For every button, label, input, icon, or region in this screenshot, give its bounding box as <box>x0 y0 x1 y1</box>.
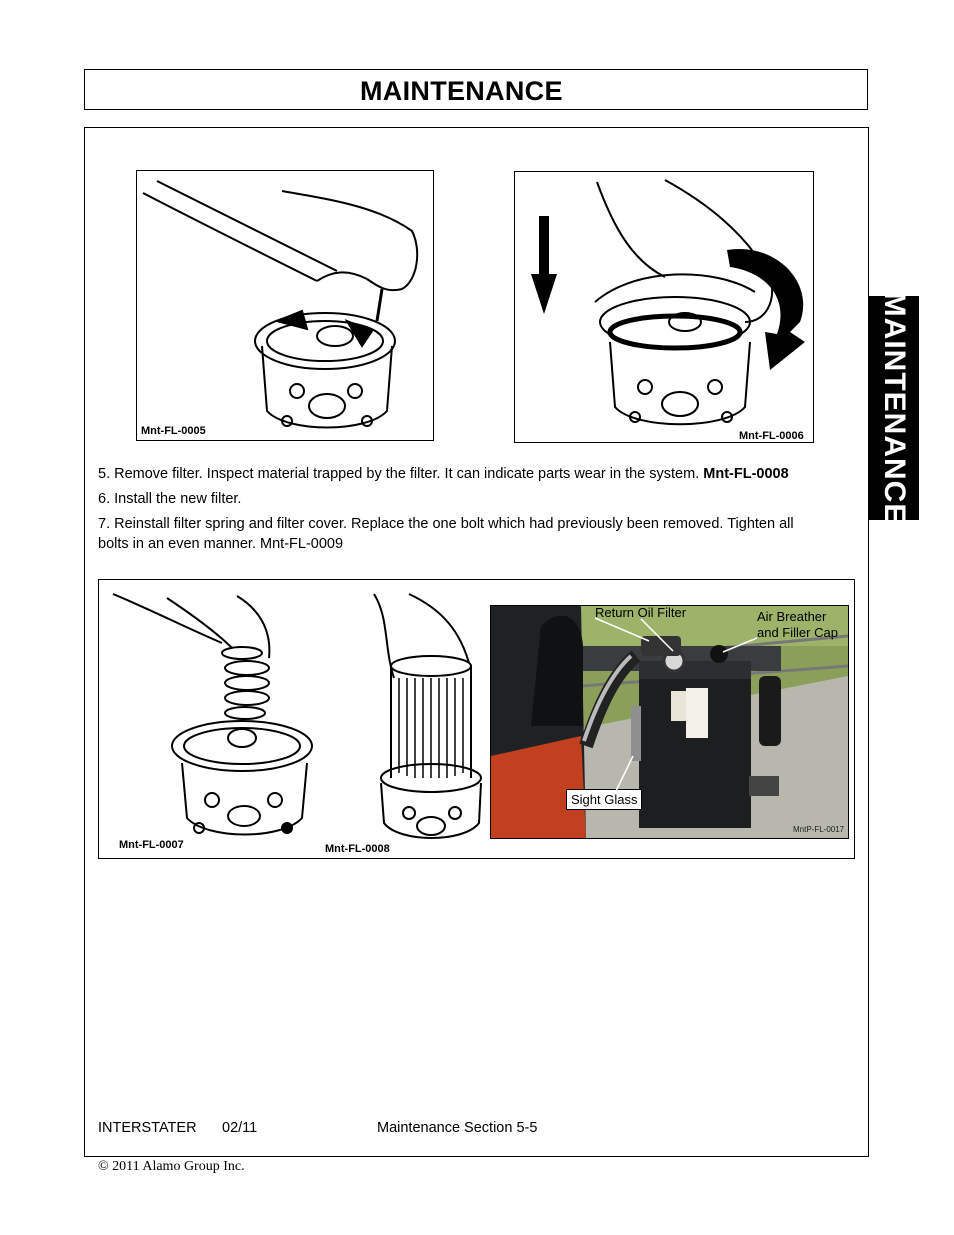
return-oil-filter-label: Return Oil Filter <box>595 605 687 620</box>
callout-lines <box>491 606 848 838</box>
step-7-line1: 7. Reinstall filter spring and filter cover. Replace the one bolt which had previously been removed. Tighten all <box>98 516 794 532</box>
filter-element-drawing <box>369 588 489 846</box>
step-6: 6. Install the new filter. <box>98 491 242 507</box>
figure-caption: Mnt-FL-0005 <box>141 425 206 437</box>
sight-glass-label: Sight Glass <box>566 789 642 810</box>
step-5-text: 5. Remove filter. Inspect material trapped by the filter. It can indicate parts wear in the system. <box>98 466 704 482</box>
page-title: MAINTENANCE <box>360 76 563 106</box>
air-breather-label-line2: and Filler Cap <box>757 625 838 640</box>
photo-caption: MntP-FL-0017 <box>793 825 845 834</box>
figure-remove-bolts <box>136 170 434 441</box>
filter-spring-drawing <box>107 588 327 846</box>
footer-model: INTERSTATER <box>98 1120 197 1136</box>
hydraulic-tank-photo <box>490 605 849 839</box>
filter-cover-drawing <box>515 172 813 442</box>
figure-group-bottom <box>98 579 855 859</box>
figure-caption: Mnt-FL-0006 <box>739 430 804 442</box>
side-tab <box>869 291 919 525</box>
step-5-ref: Mnt-FL-0008 <box>703 466 789 482</box>
step-5 <box>98 464 789 485</box>
figure-caption: Mnt-FL-0008 <box>325 843 390 855</box>
side-tab-label: MAINTENANCE <box>878 291 911 525</box>
copyright: © 2011 Alamo Group Inc. <box>98 1159 245 1174</box>
figure-caption: Mnt-FL-0007 <box>119 839 184 851</box>
filter-housing-drawing <box>137 171 433 440</box>
step-7-line2: bolts in an even manner. Mnt-FL-0009 <box>98 536 344 552</box>
figure-turn-cover <box>514 171 814 443</box>
footer-section: Maintenance Section 5-5 <box>377 1120 538 1136</box>
down-arrow-icon <box>531 274 557 314</box>
footer-date: 02/11 <box>222 1120 258 1136</box>
air-breather-label-line1: Air Breather <box>757 609 827 624</box>
